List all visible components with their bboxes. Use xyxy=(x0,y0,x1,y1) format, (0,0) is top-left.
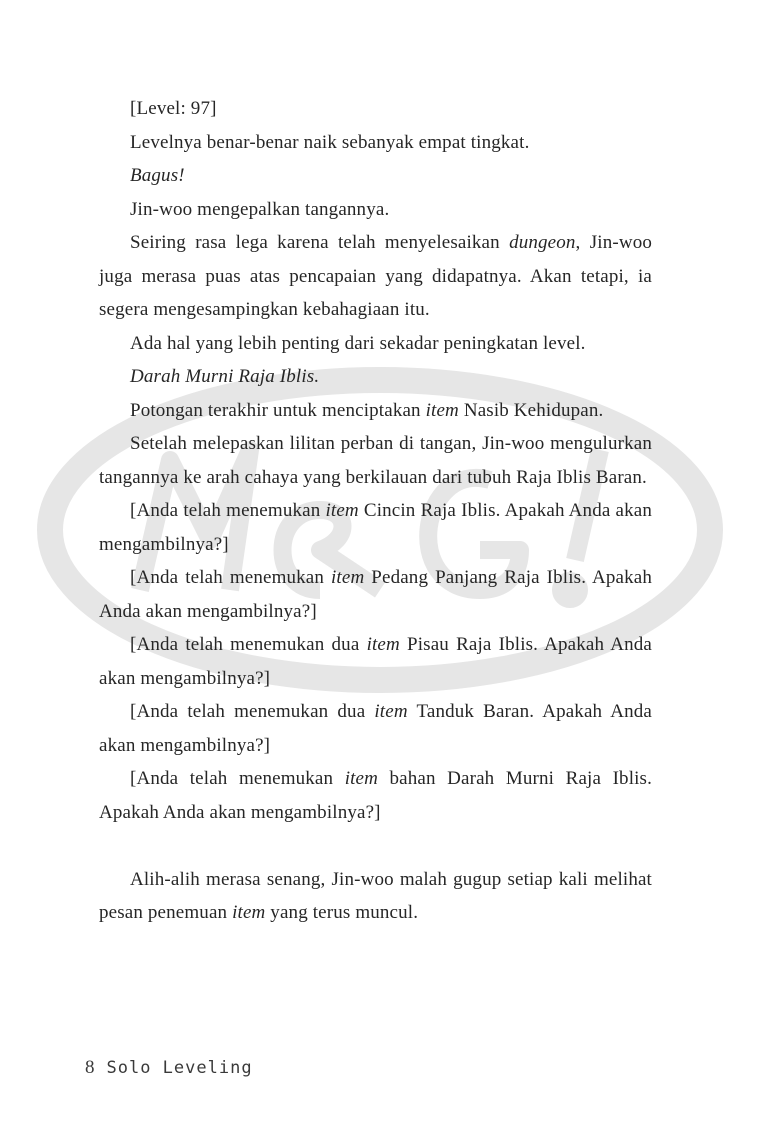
italic-text: item xyxy=(325,500,359,521)
paragraph xyxy=(99,394,652,428)
text-run: [Anda telah menemukan dua xyxy=(130,701,375,722)
text-run: Pisau Raja Iblis. Apakah Anda akan mengambilnya?] xyxy=(99,634,652,689)
text-run: Potongan terakhir untuk menciptakan xyxy=(130,399,426,421)
italic-text: item xyxy=(344,768,378,789)
paragraph xyxy=(99,92,652,126)
page-number: 8 xyxy=(85,1057,95,1078)
paragraph xyxy=(99,360,652,394)
italic-text: item xyxy=(232,902,266,923)
italic-text: dungeon xyxy=(509,232,576,253)
text-run: bahan Darah Murni Raja Iblis. Apakah Anda akan mengambilnya?] xyxy=(99,768,652,823)
paragraph xyxy=(99,863,652,930)
text-run: [Anda telah menemukan xyxy=(130,500,326,521)
paragraph xyxy=(99,762,652,829)
italic-text: item xyxy=(425,399,459,421)
text-run: Nasib Kehidupan. xyxy=(458,399,604,421)
italic-text: Darah Murni Raja Iblis. xyxy=(130,366,320,387)
book-page-body xyxy=(99,92,652,930)
paragraph xyxy=(99,427,652,494)
paragraph xyxy=(99,193,652,227)
blank-line xyxy=(99,829,652,863)
italic-text: item xyxy=(374,701,408,722)
text-run: Setelah melepaskan lilitan perban di tangan, Jin-woo mengulurkan tangannya ke arah cahaya yang berkilauan dari tubuh Raja Iblis Baran. xyxy=(99,433,652,488)
paragraph xyxy=(99,494,652,561)
italic-text: item xyxy=(366,634,400,655)
italic-text: Bagus! xyxy=(130,165,185,186)
paragraph xyxy=(99,226,652,327)
text-run: [Anda telah menemukan xyxy=(130,768,345,789)
text-run: , Jin-woo juga merasa puas atas pencapaian yang didapatnya. Akan tetapi, ia segera mengesampingkan kebahagiaan itu. xyxy=(99,232,652,320)
paragraph xyxy=(99,159,652,193)
text-run: Cincin Raja Iblis. Apakah Anda akan mengambilnya?] xyxy=(99,500,653,555)
text-run: Seiring rasa lega karena telah menyelesaikan xyxy=(130,232,510,253)
paragraph xyxy=(99,628,652,695)
text-run: yang terus muncul. xyxy=(265,902,419,923)
text-run: Ada hal yang lebih penting dari sekadar peningkatan level. xyxy=(130,332,586,354)
text-run: [Level: 97] xyxy=(130,98,217,119)
paragraph xyxy=(99,327,652,361)
text-run: [Anda telah menemukan dua xyxy=(130,634,367,655)
paragraph xyxy=(99,561,652,628)
text-run: Alih-alih merasa senang, Jin-woo malah gugup setiap kali melihat pesan penemuan xyxy=(99,868,652,923)
paragraph xyxy=(99,126,652,160)
text-run: Jin-woo mengepalkan tangannya. xyxy=(130,198,390,220)
text-run: Pedang Panjang Raja Iblis. Apakah Anda akan mengambilnya?] xyxy=(99,567,652,622)
italic-text: item xyxy=(331,567,365,588)
page-footer xyxy=(85,1057,253,1079)
book-title: Solo Leveling xyxy=(106,1058,253,1078)
text-run: Levelnya benar-benar naik sebanyak empat tingkat. xyxy=(130,131,530,153)
paragraph xyxy=(99,695,652,762)
text-run: [Anda telah menemukan xyxy=(130,567,331,588)
text-run: Tanduk Baran. Apakah Anda akan mengambilnya?] xyxy=(99,701,652,756)
